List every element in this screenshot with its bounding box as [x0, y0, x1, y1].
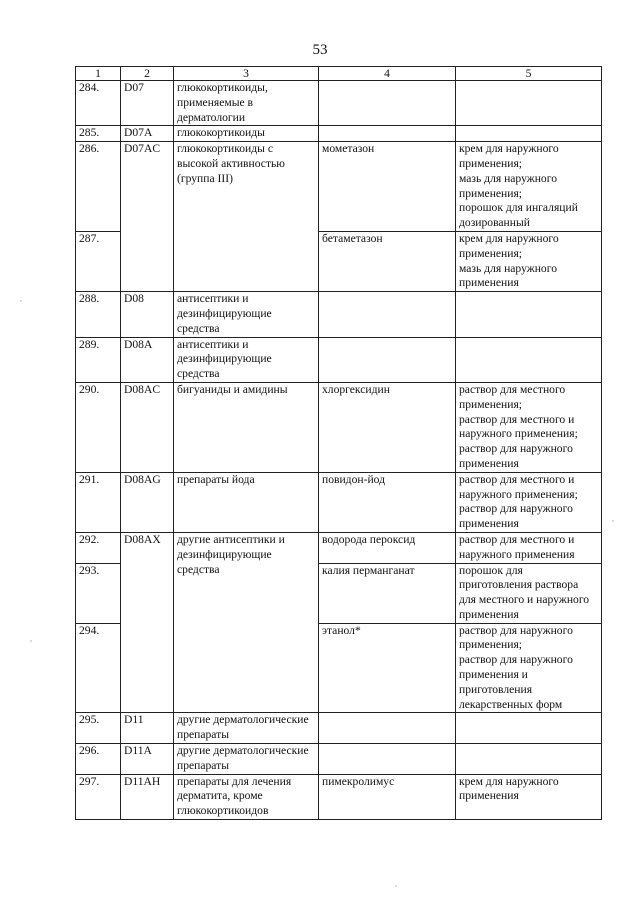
row-number: 286. [76, 142, 121, 232]
dosage-form: крем для наружного применения; мазь для наружного применения; порошок для ингаляций дозированный [456, 142, 602, 232]
scan-speck [30, 640, 32, 642]
drug-name [319, 81, 456, 126]
atc-code: D11AH [121, 774, 174, 819]
table-row [76, 382, 602, 472]
table-row [76, 472, 602, 532]
drug-name: мометазон [319, 142, 456, 232]
atc-code: D07AC [121, 142, 174, 292]
atc-code: D08A [121, 337, 174, 382]
drug-name [319, 292, 456, 337]
column-header-2: 2 [121, 67, 174, 81]
row-number: 293. [76, 563, 121, 623]
atc-code: D08AG [121, 472, 174, 532]
atc-code: D07A [121, 126, 174, 142]
row-number: 289. [76, 337, 121, 382]
table-row [76, 337, 602, 382]
dosage-form: раствор для местного и наружного применения; раствор для наружного применения [456, 472, 602, 532]
anatomical-group: антисептики и дезинфицирующие средства [174, 292, 319, 337]
anatomical-group: другие дерматологические препараты [174, 744, 319, 775]
anatomical-group: глюкокортикоиды, применяемые в дерматологии [174, 81, 319, 126]
anatomical-group: другие дерматологические препараты [174, 713, 319, 744]
table-row [76, 81, 602, 126]
anatomical-group: глюкокортикоиды [174, 126, 319, 142]
dosage-form: крем для наружного применения; мазь для наружного применения [456, 231, 602, 291]
dosage-form [456, 81, 602, 126]
drug-name: калия перманганат [319, 563, 456, 623]
column-header-3: 3 [174, 67, 319, 81]
column-header-4: 4 [319, 67, 456, 81]
drug-name: этанол* [319, 623, 456, 713]
anatomical-group: антисептики и дезинфицирующие средства [174, 337, 319, 382]
anatomical-group: препараты йода [174, 472, 319, 532]
drug-name: пимекролимус [319, 774, 456, 819]
atc-code: D08AC [121, 382, 174, 472]
drug-name [319, 126, 456, 142]
dosage-form: раствор для местного и наружного применения [456, 532, 602, 563]
atc-code: D11 [121, 713, 174, 744]
row-number: 288. [76, 292, 121, 337]
column-number-row [76, 67, 602, 81]
medication-table [75, 66, 602, 820]
row-number: 291. [76, 472, 121, 532]
table-row [76, 126, 602, 142]
drug-name [319, 713, 456, 744]
dosage-form [456, 126, 602, 142]
drug-name [319, 744, 456, 775]
dosage-form: порошок для приготовления раствора для местного и наружного применения [456, 563, 602, 623]
anatomical-group: бигуаниды и амидины [174, 382, 319, 472]
scan-speck [612, 520, 614, 522]
row-number: 285. [76, 126, 121, 142]
table-row [76, 744, 602, 775]
table-row [76, 713, 602, 744]
table-row [76, 142, 602, 232]
drug-name [319, 337, 456, 382]
dosage-form [456, 744, 602, 775]
dosage-form [456, 292, 602, 337]
row-number: 297. [76, 774, 121, 819]
dosage-form: раствор для местного применения; раствор для местного и наружного применения; раствор для наружного применения [456, 382, 602, 472]
table-row [76, 292, 602, 337]
row-number: 294. [76, 623, 121, 713]
page-number: 53 [312, 42, 328, 58]
table-row [76, 774, 602, 819]
column-header-1: 1 [76, 67, 121, 81]
row-number: 295. [76, 713, 121, 744]
drug-name: водорода пероксид [319, 532, 456, 563]
anatomical-group: препараты для лечения дерматита, кроме глюкокортикоидов [174, 774, 319, 819]
row-number: 292. [76, 532, 121, 563]
atc-code: D07 [121, 81, 174, 126]
dosage-form [456, 713, 602, 744]
scan-speck [20, 300, 22, 302]
row-number: 287. [76, 231, 121, 291]
row-number: 296. [76, 744, 121, 775]
drug-name: хлоргексидин [319, 382, 456, 472]
table-row [76, 532, 602, 563]
dosage-form [456, 337, 602, 382]
anatomical-group: глюкокортикоиды с высокой активностью (группа III) [174, 142, 319, 292]
atc-code: D08AX [121, 532, 174, 713]
scan-speck [395, 885, 397, 887]
drug-name: бетаметазон [319, 231, 456, 291]
row-number: 290. [76, 382, 121, 472]
drug-name: повидон-йод [319, 472, 456, 532]
dosage-form: раствор для наружного применения; раствор для наружного применения и приготовления лекарственных форм [456, 623, 602, 713]
row-number: 284. [76, 81, 121, 126]
anatomical-group: другие антисептики и дезинфицирующие средства [174, 532, 319, 713]
atc-code: D11A [121, 744, 174, 775]
atc-code: D08 [121, 292, 174, 337]
dosage-form: крем для наружного применения [456, 774, 602, 819]
column-header-5: 5 [456, 67, 602, 81]
